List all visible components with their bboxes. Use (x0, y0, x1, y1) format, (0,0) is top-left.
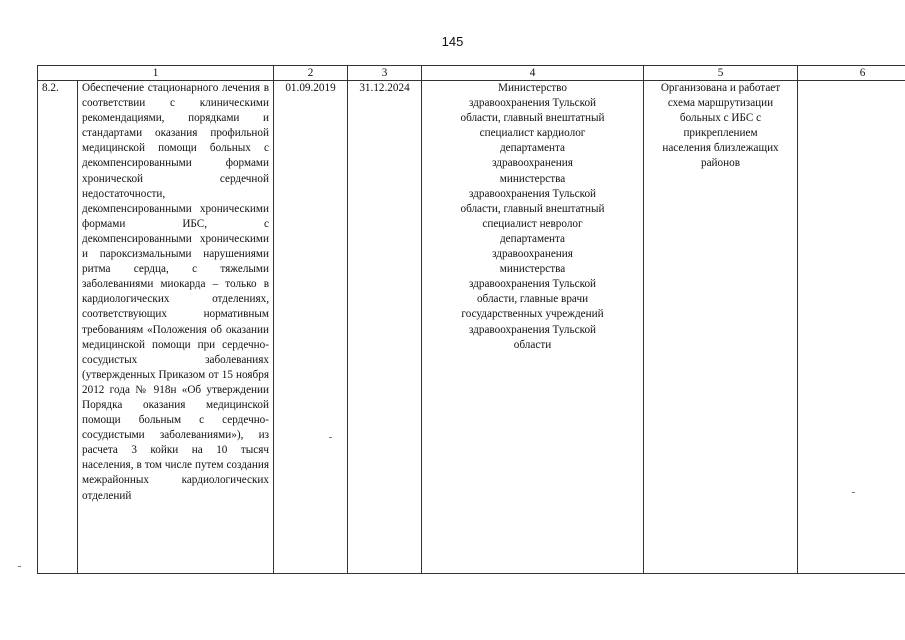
header-row (38, 66, 905, 81)
responsible-line: области, главный внештатный (460, 112, 605, 125)
header-col-4: 4 (422, 66, 644, 81)
result-line: больных с ИБС с (679, 112, 762, 125)
responsible-line: области, главные врачи (476, 293, 589, 306)
header-col-5: 5 (644, 66, 798, 81)
responsible-line: здравоохранения Тульской (468, 323, 597, 336)
scan-speck (329, 437, 332, 438)
plan-table (37, 65, 905, 574)
responsible-line: здравоохранения Тульской (468, 278, 597, 291)
header-col-1: 1 (38, 66, 274, 81)
result-line: районов (700, 157, 740, 170)
scan-speck (852, 492, 855, 493)
end-date: 31.12.2024 (348, 81, 422, 574)
result-line: схема маршрутизации (667, 97, 774, 110)
responsible-line: департамента (499, 142, 566, 155)
responsible-line: министерства (499, 172, 566, 185)
column-6-cell (798, 81, 905, 574)
responsible-line: специалист невролог (482, 217, 583, 230)
responsible-cell (422, 81, 644, 574)
responsible-line: государственных учреждений (461, 308, 604, 321)
responsible-line: области, главный внештатный (460, 202, 605, 215)
description-text: Обеспечение стационарного лечения в соответствии с клиническими рекомендациями, порядками и стандартами оказания профильной медицинской помощи больных с декомпенсированными формами хронической сердечной недостаточности, декомпенсированными хроническими формами ИБС, с декомпенсированными хроническими и пароксизмальными нарушениями ритма сердца, с тяжелыми заболеваниями миокарда – только в кардиологических отделениях, соответствующих нормативным требованиям «Положения об оказании медицинской помощи при сердечно-сосудистых заболеваниях (утвержденных Приказом от 15 ноября 2012 года № 918н «Об утверждении Порядка оказания медицинской помощи больным с сердечно-сосудистыми заболеваниями»), из расчета 3 койки на 10 тысяч населения, в том числе путем создания межрайонных кардиологических отделений (82, 82, 269, 502)
result-line: Организована и работает (660, 82, 781, 94)
responsible-line: области (513, 338, 552, 351)
header-col-3: 3 (348, 66, 422, 81)
responsible-line: здравоохранения (492, 248, 573, 261)
responsible-line: специалист кардиолог (479, 127, 586, 140)
scan-speck (18, 566, 21, 567)
result-cell (644, 81, 798, 574)
responsible-line: министерства (499, 263, 566, 276)
row-number: 8.2. (38, 81, 78, 574)
start-date: 01.09.2019 (274, 81, 348, 574)
responsible-line: здравоохранения Тульской (468, 187, 597, 200)
responsible-line: здравоохранения (492, 157, 573, 170)
row-description (78, 81, 274, 574)
responsible-line: департамента (499, 232, 566, 245)
result-line: прикреплением (683, 127, 758, 140)
result-line: населения близлежащих (662, 142, 779, 155)
header-col-2: 2 (274, 66, 348, 81)
responsible-line: здравоохранения Тульской (468, 97, 597, 110)
header-col-6: 6 (798, 66, 905, 81)
page-number: 145 (441, 34, 464, 49)
responsible-line: Министерство (498, 82, 567, 94)
table-row (38, 81, 905, 574)
